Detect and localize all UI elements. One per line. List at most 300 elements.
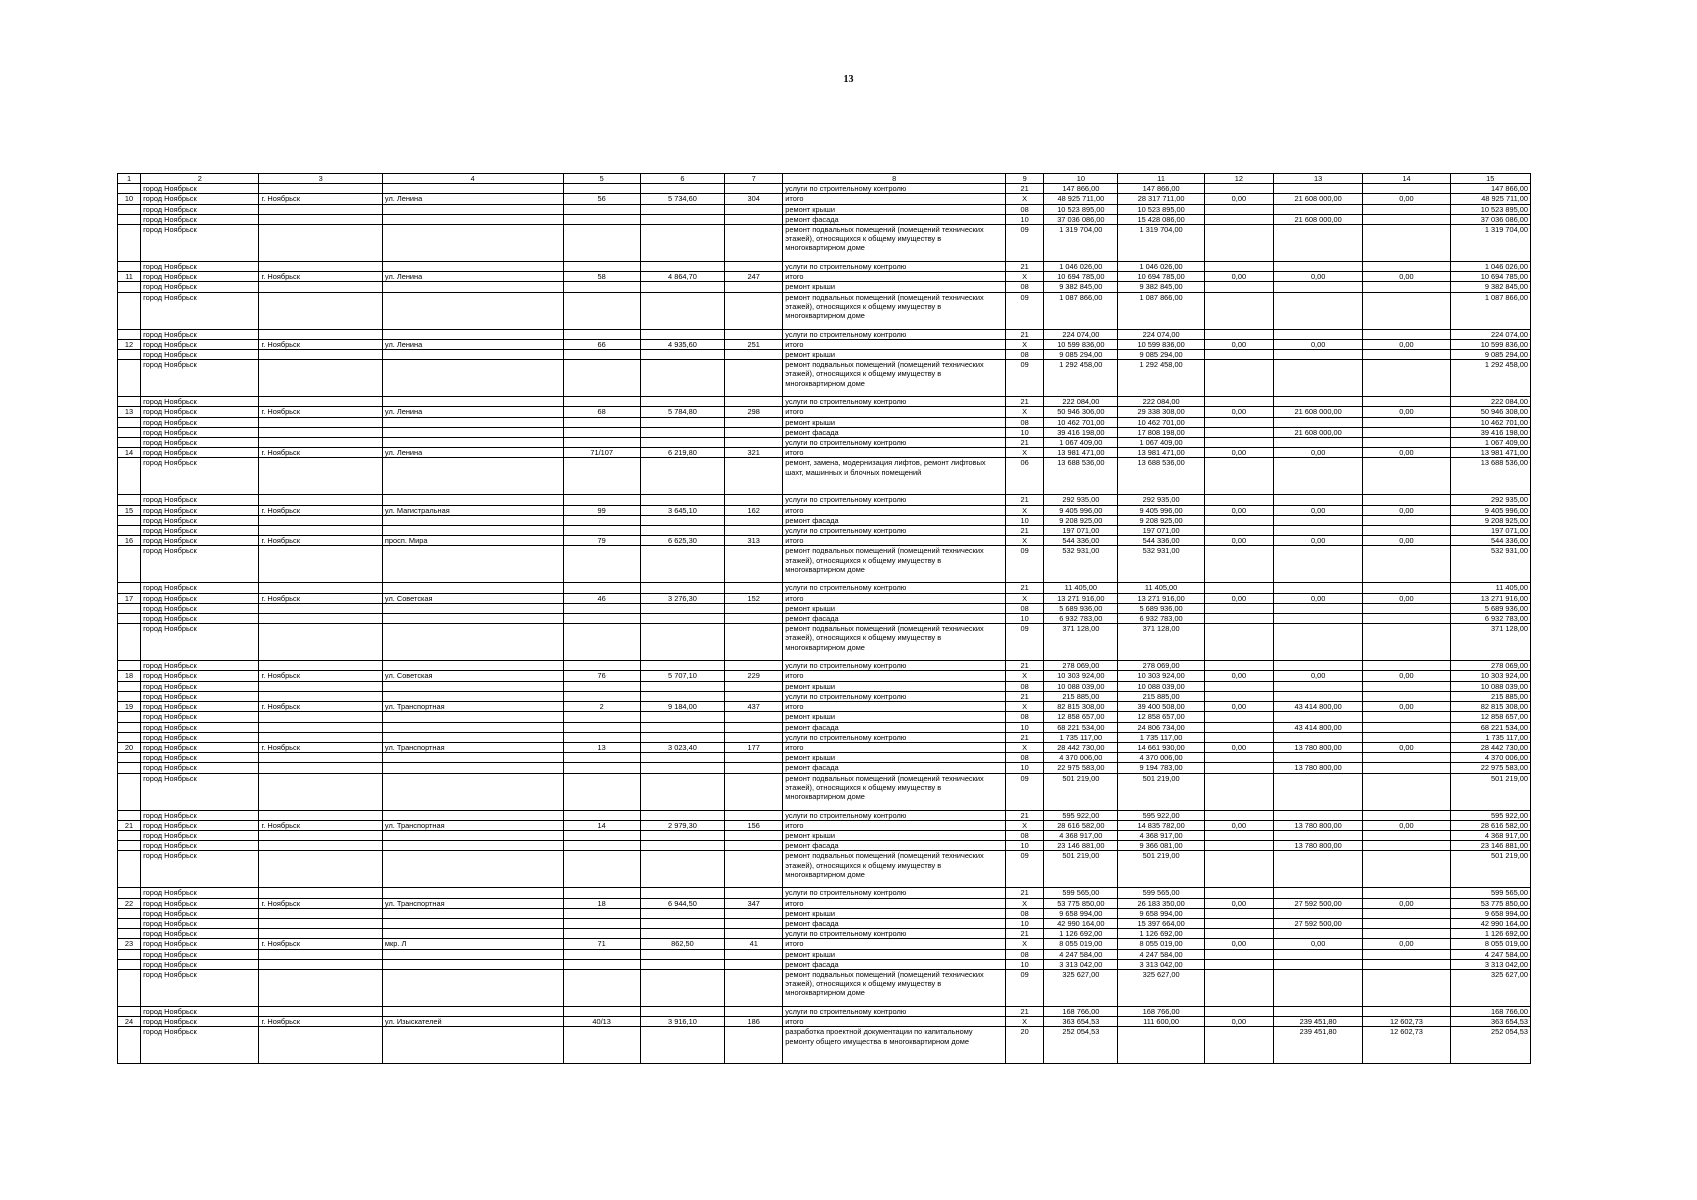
municipality-cell: город Ноябрьск [141,536,259,546]
column-header: 6 [640,174,724,184]
street-cell [382,1027,563,1064]
work-code-cell: 09 [1006,225,1044,262]
area-cell [640,908,724,918]
work-type-cell: ремонт фасада [783,763,1006,773]
work-code-cell: X [1006,593,1044,603]
work-type-cell: услуги по строительному контролю [783,397,1006,407]
locality-cell [259,397,382,407]
work-type-cell: ремонт крыши [783,949,1006,959]
fund-cost-cell: 12 858 657,00 [1118,712,1204,722]
area-cell: 862,50 [640,939,724,949]
owners-cost-cell [1363,661,1450,671]
residents-cell [725,681,783,691]
residents-cell [725,458,783,495]
work-code-cell: 09 [1006,292,1044,329]
house-number-cell [563,214,640,224]
work-code-cell: 10 [1006,918,1044,928]
locality-cell [259,1006,382,1016]
row-number-cell [118,360,141,397]
residents-cell [725,959,783,969]
total-cost-cell: 68 221 534,00 [1044,722,1118,732]
table-row [118,536,1531,546]
locality-cell: г. Ноябрьск [259,448,382,458]
residents-cell [725,918,783,928]
area-cell [640,918,724,928]
street-cell [382,262,563,272]
residents-cell [725,397,783,407]
municipality-cell: город Ноябрьск [141,397,259,407]
house-number-cell [563,959,640,969]
locality-cell [259,661,382,671]
area-cell [640,526,724,536]
budget-cost-cell [1204,722,1273,732]
fund-cost-cell: 1 319 704,00 [1118,225,1204,262]
budget-cost-cell [1204,282,1273,292]
total-cost-cell: 501 219,00 [1044,851,1118,888]
work-type-cell: ремонт крыши [783,417,1006,427]
residents-cell [725,495,783,505]
regional-cost-cell: 0,00 [1273,448,1362,458]
municipality-cell: город Ноябрьск [141,939,259,949]
regional-cost-cell: 13 780 800,00 [1273,841,1362,851]
street-cell [382,888,563,898]
house-number-cell: 99 [563,505,640,515]
house-number-cell [563,282,640,292]
house-number-cell [563,691,640,701]
fund-cost-cell: 501 219,00 [1118,851,1204,888]
locality-cell [259,908,382,918]
column-number-row [118,174,1531,184]
budget-cost-cell: 0,00 [1204,194,1273,204]
owners-cost-cell [1363,603,1450,613]
work-code-cell: 21 [1006,526,1044,536]
fund-cost-cell: 1 292 458,00 [1118,360,1204,397]
row-number-cell: 23 [118,939,141,949]
house-number-cell [563,184,640,194]
table-row [118,753,1531,763]
owners-cost-cell [1363,350,1450,360]
fund-cost-cell: 29 338 308,00 [1118,407,1204,417]
total-cost-check-cell: 197 071,00 [1450,526,1530,536]
work-type-cell: ремонт подвальных помещений (помещений технических этажей), относящихся к общему имуществу в многоквартирном доме [783,969,1006,1006]
table-body [118,184,1531,1064]
table-row [118,742,1531,752]
total-cost-cell: 1 046 026,00 [1044,262,1118,272]
locality-cell: г. Ноябрьск [259,898,382,908]
locality-cell [259,262,382,272]
row-number-cell [118,282,141,292]
total-cost-check-cell: 325 627,00 [1450,969,1530,1006]
total-cost-cell: 37 036 086,00 [1044,214,1118,224]
work-code-cell: 21 [1006,810,1044,820]
budget-cost-cell: 0,00 [1204,407,1273,417]
total-cost-cell: 42 990 164,00 [1044,918,1118,928]
owners-cost-cell [1363,417,1450,427]
house-number-cell [563,495,640,505]
owners-cost-cell [1363,526,1450,536]
residents-cell [725,949,783,959]
work-type-cell: ремонт крыши [783,908,1006,918]
municipality-cell: город Ноябрьск [141,526,259,536]
locality-cell [259,329,382,339]
locality-cell [259,603,382,613]
column-header: 15 [1450,174,1530,184]
fund-cost-cell: 10 303 924,00 [1118,671,1204,681]
total-cost-cell: 595 922,00 [1044,810,1118,820]
row-number-cell [118,204,141,214]
total-cost-check-cell: 28 616 582,00 [1450,820,1530,830]
house-number-cell [563,1006,640,1016]
street-cell [382,732,563,742]
work-code-cell: X [1006,820,1044,830]
total-cost-cell: 6 932 783,00 [1044,614,1118,624]
work-type-cell: услуги по строительному контролю [783,929,1006,939]
house-number-cell: 58 [563,272,640,282]
work-type-cell: услуги по строительному контролю [783,691,1006,701]
row-number-cell [118,546,141,583]
regional-cost-cell: 239 451,80 [1273,1017,1362,1027]
locality-cell [259,417,382,427]
work-code-cell: 08 [1006,712,1044,722]
work-code-cell: 08 [1006,908,1044,918]
owners-cost-cell: 0,00 [1363,194,1450,204]
budget-cost-cell [1204,763,1273,773]
street-cell [382,184,563,194]
budget-cost-cell [1204,773,1273,810]
area-cell [640,350,724,360]
row-number-cell [118,722,141,732]
row-number-cell [118,732,141,742]
locality-cell [259,969,382,1006]
regional-cost-cell: 0,00 [1273,505,1362,515]
street-cell: ул. Транспортная [382,898,563,908]
table-row [118,339,1531,349]
house-number-cell [563,753,640,763]
work-type-cell: итого [783,339,1006,349]
table-row [118,624,1531,661]
total-cost-cell: 48 925 711,00 [1044,194,1118,204]
residents-cell [725,603,783,613]
area-cell [640,661,724,671]
regional-cost-cell [1273,262,1362,272]
house-number-cell: 2 [563,702,640,712]
work-code-cell: X [1006,671,1044,681]
work-type-cell: итого [783,272,1006,282]
row-number-cell [118,949,141,959]
row-number-cell [118,908,141,918]
budget-cost-cell [1204,603,1273,613]
house-number-cell: 13 [563,742,640,752]
budget-cost-cell: 0,00 [1204,448,1273,458]
total-cost-check-cell: 1 292 458,00 [1450,360,1530,397]
budget-cost-cell [1204,262,1273,272]
row-number-cell [118,526,141,536]
work-type-cell: услуги по строительному контролю [783,262,1006,272]
work-type-cell: услуги по строительному контролю [783,438,1006,448]
owners-cost-cell [1363,292,1450,329]
row-number-cell: 10 [118,194,141,204]
table-row [118,614,1531,624]
municipality-cell: город Ноябрьск [141,898,259,908]
total-cost-check-cell: 48 925 711,00 [1450,194,1530,204]
area-cell [640,427,724,437]
residents-cell: 177 [725,742,783,752]
regional-cost-cell [1273,810,1362,820]
fund-cost-cell: 10 462 701,00 [1118,417,1204,427]
table-row [118,272,1531,282]
fund-cost-cell: 10 599 836,00 [1118,339,1204,349]
total-cost-cell: 1 087 866,00 [1044,292,1118,329]
house-number-cell [563,614,640,624]
residents-cell [725,329,783,339]
area-cell [640,810,724,820]
street-cell: мкр. Л [382,939,563,949]
house-number-cell [563,722,640,732]
table-row [118,1017,1531,1027]
total-cost-check-cell: 222 084,00 [1450,397,1530,407]
table-row [118,1027,1531,1064]
work-type-cell: ремонт фасада [783,918,1006,928]
work-code-cell: 21 [1006,184,1044,194]
municipality-cell: город Ноябрьск [141,603,259,613]
fund-cost-cell: 9 194 783,00 [1118,763,1204,773]
street-cell [382,427,563,437]
work-type-cell: услуги по строительному контролю [783,661,1006,671]
work-type-cell: ремонт крыши [783,712,1006,722]
residents-cell: 156 [725,820,783,830]
house-number-cell [563,397,640,407]
residents-cell [725,360,783,397]
work-type-cell: ремонт подвальных помещений (помещений технических этажей), относящихся к общему имуществу в многоквартирном доме [783,360,1006,397]
area-cell [640,262,724,272]
row-number-cell: 22 [118,898,141,908]
municipality-cell: город Ноябрьск [141,407,259,417]
municipality-cell: город Ноябрьск [141,702,259,712]
street-cell [382,810,563,820]
area-cell [640,851,724,888]
total-cost-cell: 5 689 936,00 [1044,603,1118,613]
work-code-cell: 21 [1006,583,1044,593]
regional-cost-cell: 43 414 800,00 [1273,722,1362,732]
work-type-cell: ремонт фасада [783,614,1006,624]
row-number-cell [118,841,141,851]
total-cost-check-cell: 10 088 039,00 [1450,681,1530,691]
column-header: 10 [1044,174,1118,184]
table-row [118,417,1531,427]
row-number-cell [118,969,141,1006]
total-cost-check-cell: 10 599 836,00 [1450,339,1530,349]
locality-cell: г. Ноябрьск [259,742,382,752]
total-cost-cell: 532 931,00 [1044,546,1118,583]
regional-cost-cell [1273,773,1362,810]
work-code-cell: 21 [1006,329,1044,339]
table-row [118,959,1531,969]
municipality-cell: город Ноябрьск [141,773,259,810]
budget-cost-cell: 0,00 [1204,593,1273,603]
budget-cost-cell [1204,360,1273,397]
street-cell: ул. Изыскателей [382,1017,563,1027]
residents-cell [725,438,783,448]
street-cell [382,526,563,536]
work-type-cell: итого [783,407,1006,417]
house-number-cell [563,417,640,427]
locality-cell: г. Ноябрьск [259,939,382,949]
locality-cell [259,546,382,583]
row-number-cell [118,350,141,360]
street-cell [382,712,563,722]
row-number-cell [118,262,141,272]
table-row [118,204,1531,214]
budget-cost-cell [1204,583,1273,593]
table-row [118,929,1531,939]
row-number-cell [118,773,141,810]
work-type-cell: итого [783,671,1006,681]
total-cost-check-cell: 1 046 026,00 [1450,262,1530,272]
total-cost-check-cell: 252 054,53 [1450,1027,1530,1064]
total-cost-check-cell: 12 858 657,00 [1450,712,1530,722]
locality-cell: г. Ноябрьск [259,339,382,349]
work-type-cell: ремонт крыши [783,350,1006,360]
house-number-cell [563,427,640,437]
owners-cost-cell [1363,810,1450,820]
house-number-cell [563,204,640,214]
municipality-cell: город Ноябрьск [141,583,259,593]
area-cell [640,732,724,742]
work-code-cell: X [1006,702,1044,712]
table-row [118,397,1531,407]
residents-cell [725,350,783,360]
municipality-cell: город Ноябрьск [141,329,259,339]
house-number-cell: 56 [563,194,640,204]
municipality-cell: город Ноябрьск [141,929,259,939]
table-row [118,681,1531,691]
total-cost-check-cell: 9 405 996,00 [1450,505,1530,515]
regional-cost-cell: 0,00 [1273,671,1362,681]
fund-cost-cell: 371 128,00 [1118,624,1204,661]
work-code-cell: X [1006,536,1044,546]
owners-cost-cell [1363,908,1450,918]
area-cell [640,204,724,214]
work-type-cell: ремонт крыши [783,282,1006,292]
row-number-cell [118,292,141,329]
row-number-cell [118,495,141,505]
total-cost-check-cell: 599 565,00 [1450,888,1530,898]
area-cell [640,624,724,661]
work-code-cell: 08 [1006,830,1044,840]
regional-cost-cell: 0,00 [1273,939,1362,949]
row-number-cell [118,810,141,820]
locality-cell [259,292,382,329]
owners-cost-cell [1363,262,1450,272]
street-cell [382,225,563,262]
owners-cost-cell [1363,888,1450,898]
municipality-cell: город Ноябрьск [141,1027,259,1064]
owners-cost-cell [1363,546,1450,583]
table-row [118,691,1531,701]
area-cell: 6 219,80 [640,448,724,458]
row-number-cell [118,763,141,773]
locality-cell [259,515,382,525]
budget-cost-cell [1204,661,1273,671]
house-number-cell [563,763,640,773]
work-code-cell: 10 [1006,515,1044,525]
table-row [118,851,1531,888]
regional-cost-cell [1273,515,1362,525]
work-code-cell: X [1006,339,1044,349]
street-cell [382,350,563,360]
budget-cost-cell [1204,515,1273,525]
house-number-cell [563,262,640,272]
column-header: 3 [259,174,382,184]
locality-cell [259,773,382,810]
residents-cell [725,184,783,194]
table-row [118,949,1531,959]
municipality-cell: город Ноябрьск [141,448,259,458]
residents-cell: 437 [725,702,783,712]
street-cell [382,458,563,495]
locality-cell: г. Ноябрьск [259,272,382,282]
street-cell: ул. Ленина [382,339,563,349]
fund-cost-cell: 1 046 026,00 [1118,262,1204,272]
total-cost-check-cell: 11 405,00 [1450,583,1530,593]
owners-cost-cell [1363,722,1450,732]
street-cell: ул. Ленина [382,194,563,204]
table-row [118,732,1531,742]
residents-cell: 304 [725,194,783,204]
column-header: 8 [783,174,1006,184]
row-number-cell [118,603,141,613]
fund-cost-cell: 595 922,00 [1118,810,1204,820]
locality-cell [259,427,382,437]
regional-cost-cell: 21 608 000,00 [1273,407,1362,417]
regional-cost-cell [1273,583,1362,593]
work-type-cell: услуги по строительному контролю [783,526,1006,536]
house-number-cell [563,888,640,898]
row-number-cell [118,929,141,939]
owners-cost-cell: 0,00 [1363,272,1450,282]
total-cost-check-cell: 37 036 086,00 [1450,214,1530,224]
work-type-cell: ремонт подвальных помещений (помещений технических этажей), относящихся к общему имуществу в многоквартирном доме [783,225,1006,262]
fund-cost-cell: 9 658 994,00 [1118,908,1204,918]
regional-cost-cell: 21 608 000,00 [1273,214,1362,224]
street-cell: ул. Транспортная [382,820,563,830]
residents-cell [725,691,783,701]
fund-cost-cell: 532 931,00 [1118,546,1204,583]
regional-cost-cell [1273,614,1362,624]
area-cell: 9 184,00 [640,702,724,712]
total-cost-check-cell: 50 946 308,00 [1450,407,1530,417]
fund-cost-cell: 599 565,00 [1118,888,1204,898]
municipality-cell: город Ноябрьск [141,194,259,204]
budget-cost-cell [1204,214,1273,224]
total-cost-cell: 39 416 198,00 [1044,427,1118,437]
table-row [118,407,1531,417]
row-number-cell [118,851,141,888]
locality-cell [259,614,382,624]
row-number-cell [118,417,141,427]
fund-cost-cell: 168 766,00 [1118,1006,1204,1016]
budget-cost-cell [1204,614,1273,624]
street-cell [382,292,563,329]
total-cost-cell: 22 975 583,00 [1044,763,1118,773]
total-cost-check-cell: 501 219,00 [1450,773,1530,810]
locality-cell [259,691,382,701]
total-cost-check-cell: 9 658 994,00 [1450,908,1530,918]
total-cost-cell: 501 219,00 [1044,773,1118,810]
locality-cell [259,763,382,773]
residents-cell: 251 [725,339,783,349]
regional-cost-cell [1273,969,1362,1006]
